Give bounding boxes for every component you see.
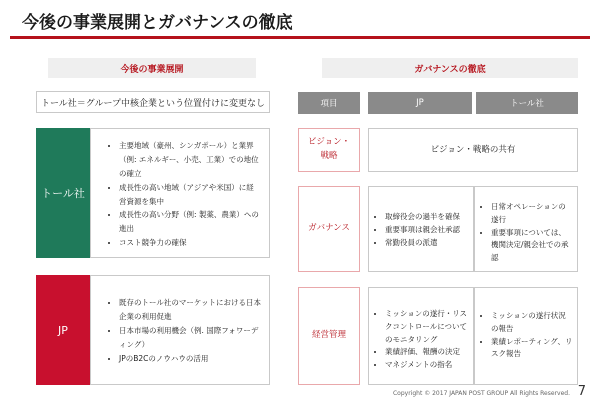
governance-toll-bullet: • 日常オペレーションの遂行 xyxy=(491,201,573,227)
page-number: 7 xyxy=(577,384,586,399)
toll-bullets-box xyxy=(90,128,270,258)
governance-jp-bullet: • 取締役会の過半を確保 xyxy=(385,211,469,224)
management-toll-bullet: • ミッションの遂行状況の報告 xyxy=(491,310,573,336)
governance-toll-bullet: • 重要事項については、機関決定/親会社での承認 xyxy=(491,227,573,265)
toll-label: トール社 xyxy=(41,187,85,200)
jp-bullet: • 日本市場の利用機会（例. 国際フォワーディング） xyxy=(119,324,261,352)
management-jp-bullet: • 業績評価、報酬の決定 xyxy=(385,346,469,359)
row-label-governance: ガバナンス xyxy=(298,186,360,272)
left-section-heading: 今後の事業展開 xyxy=(48,58,256,78)
vision-merged-cell: ビジョン・戦略の共有 xyxy=(368,128,578,172)
jp-label-block xyxy=(36,275,90,385)
right-section-heading: ガバナンスの徹底 xyxy=(322,58,578,78)
toll-bullet: • コスト競争力の確保 xyxy=(119,236,261,250)
jp-bullet: • JPのB2Cのノウハウの活用 xyxy=(119,352,261,366)
governance-toll-cell xyxy=(474,186,578,272)
page-title: 今後の事業展開とガバナンスの徹底 xyxy=(22,13,293,33)
management-toll-cell xyxy=(474,287,578,385)
governance-jp-bullet: • 常勤役員の派遣 xyxy=(385,237,469,250)
management-jp-cell xyxy=(368,287,474,385)
jp-bullet: • 既存のトール社のマーケットにおける日本企業の利用促進 xyxy=(119,296,261,324)
toll-label-block xyxy=(36,128,90,258)
column-header-toll: トール社 xyxy=(476,92,578,114)
left-note-box: トール社＝グループ中核企業という位置付けに変更なし xyxy=(36,91,270,113)
toll-bullet: • 成長性の高い分野（例: 製薬、農業）への進出 xyxy=(119,208,261,236)
column-header-jp: JP xyxy=(368,92,472,114)
title-underline xyxy=(10,36,590,39)
toll-bullet: • 成長性の高い地域（アジアや米国）に経営資源を集中 xyxy=(119,181,261,209)
row-label-vision: ビジョン・戦略 xyxy=(298,128,360,172)
row-label-management: 経営管理 xyxy=(298,287,360,385)
column-header-item: 項目 xyxy=(298,92,360,114)
toll-bullet: • 主要地域（豪州、シンガポール）と業界（例: エネルギー、小売、工業）での地位の確立 xyxy=(119,139,261,181)
governance-jp-bullet: • 重要事項は親会社承認 xyxy=(385,224,469,237)
governance-jp-cell xyxy=(368,186,474,272)
management-toll-bullet: • 業績レポーティング、リスク報告 xyxy=(491,336,573,362)
management-jp-bullet: • マネジメントの指名 xyxy=(385,359,469,372)
jp-bullets-box xyxy=(90,275,270,385)
jp-label: JP xyxy=(58,323,68,337)
management-jp-bullet: • ミッションの遂行・リスクコントロールについてのモニタリング xyxy=(385,308,469,346)
copyright-footer: Copyright © 2017 JAPAN POST GROUP All Rights Reserved. xyxy=(392,390,570,397)
